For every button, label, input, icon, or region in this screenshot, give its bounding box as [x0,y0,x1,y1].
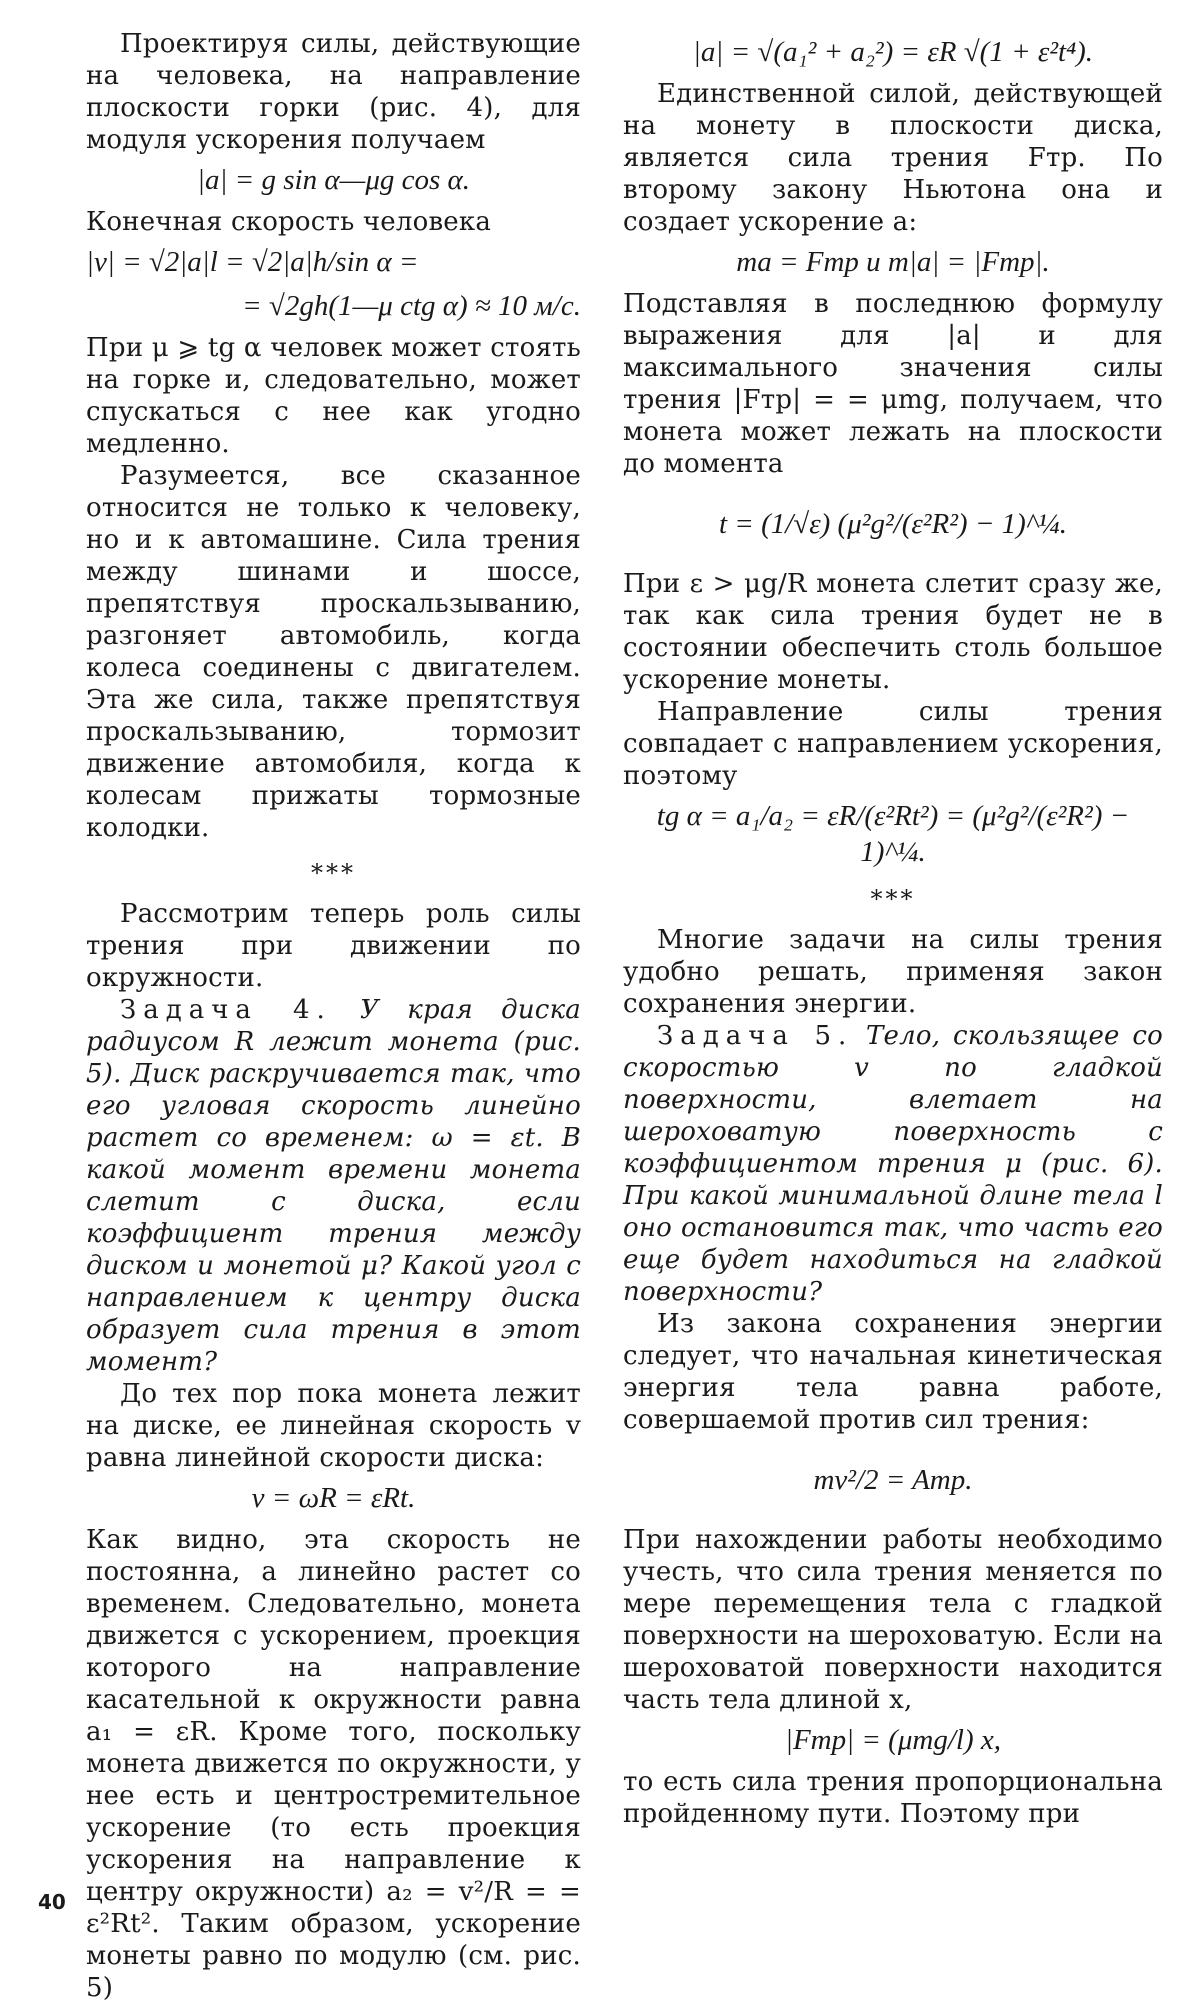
task-text: У края диска радиусом R лежит монета (рис. 5). Диск раскручивается так, что его угловая скорость линейно растет со временем: ω = εt. В какой момент времени монета слетит с диска, если коэффициент трения между диском и монетой μ? Какой угол с направлением к центру диска образует сила трения в этот момент? [86,995,581,1377]
equation: |a| = g sin α—μg cos α. [196,164,471,196]
paragraph: Единственной силой, действующей на монету в плоскости диска, является сила трения Fтр. По второму закону Ньютона она и создает ускорение a: [623,79,1163,237]
paragraph: Как видно, эта скорость не постоянна, а линейно растет со временем. Следовательно, монета движется с ускорением, проекция которого на направление касательной к окружности равна a₁ = εR. Кроме того, поскольку монета движется по окружности, у нее есть и центростремительное ускорение (то есть проекция ускорения на направление к центру окружности) a₂ = v²/R = = ε²Rt². Таким образом, ускорение монеты равно по модулю (см. рис. 5) [86,1525,581,2003]
equation: |a| = √(a₁² + a₂²) = εR √(1 + ε²t⁴). [692,36,1094,68]
task-4 [86,994,581,1378]
equation: tg α = a₁/a₂ = εR/(ε²Rt²) = (μ²g²/(ε²R²) − 1)^¼. [656,800,1130,868]
right-column [623,28,1163,1830]
paragraph: При нахождении работы необходимо учесть, что сила трения меняется по мере перемещения тела с гладкой поверхности на шероховатую. Если на шероховатой поверхности находится часть тела длиной x, [623,1525,1163,1715]
section-divider: *** [311,859,356,887]
left-column [86,28,581,2004]
paragraph: При ε > μg/R монета слетит сразу же, так как сила трения будет не в состоянии обеспечить столь большое ускорение монеты. [623,569,1163,695]
equation: mv²/2 = Aтр. [813,1464,973,1496]
equation: |Fтр| = (μmg/l) x, [785,1724,1001,1756]
equation: = √2gh(1—μ ctg α) ≈ 10 м/с. [242,290,581,322]
section-divider: *** [870,885,916,913]
paragraph: До тех пор пока монета лежит на диске, ее линейная скорость v равна линейной скорости диска: [86,1379,581,1473]
equation: ma = Fтр и m|a| = |Fтр|. [736,246,1050,278]
equation: t = (1/√ε) (μ²g²/(ε²R²) − 1)^¼. [718,508,1068,540]
task-label: Задача 5. [657,1021,854,1051]
page-number: 40 [38,1890,66,1914]
paragraph: Конечная скорость человека [86,207,492,237]
equation: v = ωR = εRt. [251,1482,416,1514]
task-text: Тело, скользящее со скоростью v по гладкой поверхности, влетает на шероховатую поверхность с коэффициентом трения μ (рис. 6). При какой минимальной длине тела l оно остановится так, что часть его еще будет находиться на гладкой поверхности? [623,1021,1163,1307]
paragraph: При μ ⩾ tg α человек может стоять на горке и, следовательно, может спускаться с нее как угодно медленно. [86,333,581,459]
paragraph: Многие задачи на силы трения удобно решать, применяя закон сохранения энергии. [623,925,1163,1019]
paragraph: Разумеется, все сказанное относится не только к человеку, но и к автомашине. Сила трения между шинами и шоссе, препятствуя проскальзыванию, разгоняет автомобиль, когда колеса соединены с двигателем. Эта же сила, также препятствуя проскальзыванию, тормозит движение автомобиля, когда к колесам прижаты тормозные колодки. [86,461,581,843]
task-label: Задача 4. [120,995,332,1025]
paragraph: Рассмотрим теперь роль силы трения при движении по окружности. [86,899,581,993]
equation: |v| = √2|a|l = √2|a|h/sin α = [86,246,419,278]
paragraph: Из закона сохранения энергии следует, что начальная кинетическая энергия тела равна работе, совершаемой против сил трения: [623,1309,1163,1435]
paragraph: то есть сила трения пропорциональна пройденному пути. Поэтому при [623,1767,1163,1829]
paragraph: Проектируя силы, действующие на человека, на направление плоскости горки (рис. 4), для модуля ускорения получаем [86,29,581,155]
paragraph: Подставляя в последнюю формулу выражения для |a| и для максимального значения силы трения |Fтр| = = μmg, получаем, что монета может лежать на плоскости до момента [623,289,1163,479]
task-5 [623,1020,1163,1308]
paragraph: Направление силы трения совпадает с направлением ускорения, поэтому [623,697,1163,791]
